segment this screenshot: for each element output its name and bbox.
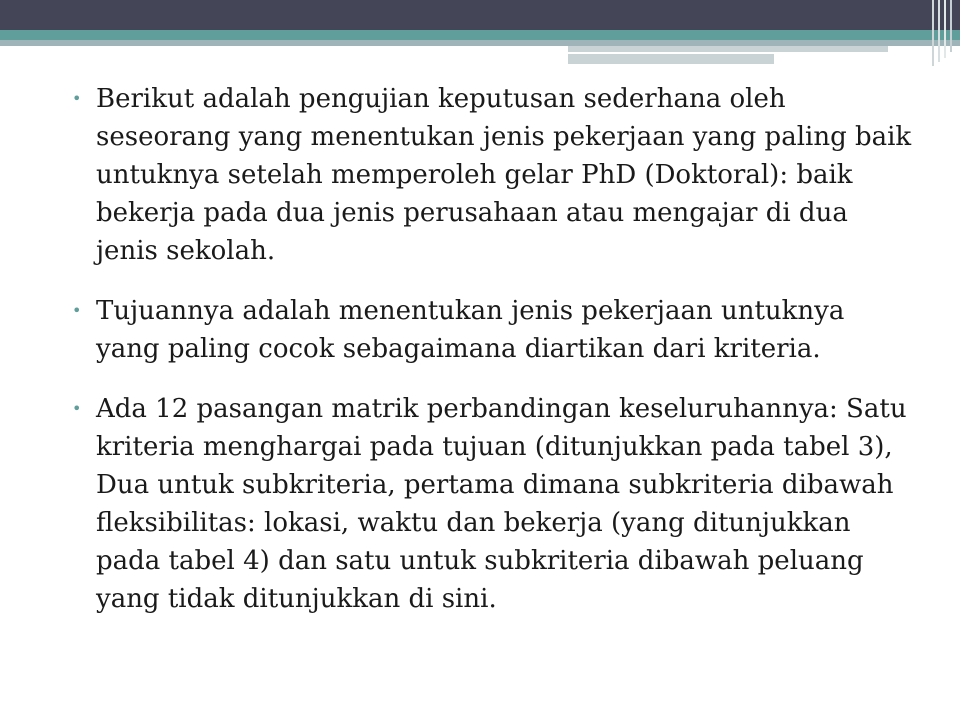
bullet-marker: • <box>72 399 82 418</box>
bullet-item <box>72 80 912 270</box>
bullet-text: Tujuannya adalah menentukan jenis pekerjaan untuknya yang paling cocok sebagaimana diartikan dari kriteria. <box>96 296 845 364</box>
header-band-light-short <box>568 54 774 64</box>
bullet-item <box>72 390 912 618</box>
bullet-text: Berikut adalah pengujian keputusan sederhana oleh seseorang yang menentukan jenis pekerjaan yang paling baik untuknya setelah memperoleh gelar PhD (Doktoral): baik bekerja pada dua jenis perusahaan atau mengajar di dua jenis sekolah. <box>96 84 912 266</box>
decorative-vertical-line <box>950 0 952 52</box>
header-band-dark <box>0 0 960 30</box>
bullet-text: Ada 12 pasangan matrik perbandingan keseluruhannya: Satu kriteria menghargai pada tujuan (ditunjukkan pada tabel 3), Dua untuk subkriteria, pertama dimana subkriteria dibawah fleksibilitas: lokasi, waktu dan bekerja (yang ditunjukkan pada tabel 4) dan satu untuk subkriteria dibawah peluang yang tidak ditunjukkan di sini. <box>96 394 907 614</box>
header-band-teal <box>0 30 960 40</box>
bullet-marker: • <box>72 301 82 320</box>
bullet-item <box>72 292 912 368</box>
decorative-vertical-line <box>944 0 946 58</box>
bullet-list <box>72 80 912 618</box>
slide-content <box>72 80 912 640</box>
bullet-marker: • <box>72 89 82 108</box>
decorative-vertical-line <box>938 0 940 62</box>
decorative-vertical-line <box>932 0 934 66</box>
